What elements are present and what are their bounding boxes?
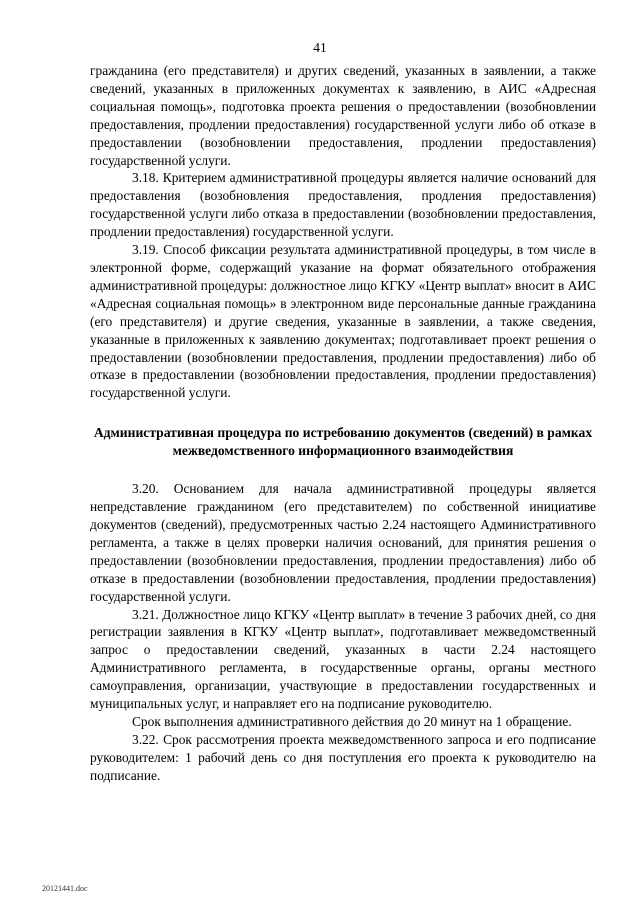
section-heading: Административная процедура по истребованию документов (сведений) в рамках межведомственного информационного взаимодействия bbox=[93, 425, 593, 459]
page-number: 41 bbox=[313, 40, 327, 55]
paragraph-deadline: Срок выполнения административного действия до 20 минут на 1 обращение. bbox=[132, 714, 572, 729]
paragraph-3-22: 3.22. Срок рассмотрения проекта межведомственного запроса и его подписание руководителем: 1 рабочий день со дня поступления его проекта к руководителю на подписание. bbox=[90, 731, 596, 783]
paragraph-3-19: 3.19. Способ фиксации результата административной процедуры, в том числе в электронной форме, содержащий указание на формат обязательного отображения административной процедуры: должностное лицо КГКУ «Центр выплат» вносит в АИС «Адресная социальная помощь» в электронном виде персональные данные гражданина (его представителя) и другие сведения, указанные в заявлении, а также сведения, указанные в приложенных к заявлению документах; подготавливает проект решения о предоставлении (возобновлении предоставления, продлении предоставления) либо об отказе в предоставлении (возобновлении предоставления, продлении предоставления) государственной услуги. bbox=[90, 242, 596, 401]
paragraph-3-18: 3.18. Критерием административной процедуры является наличие оснований для предоставления (возобновления предоставления, продления предоставления) государственной услуги либо отказа в предоставлении (возобновлении предоставления, продлении предоставления) государственной услуги. bbox=[90, 170, 596, 240]
paragraph-3-20: 3.20. Основанием для начала административной процедуры является непредставление гражданином (его представителем) по собственной инициативе документов (сведений), предусмотренных частью 2.24 настоящего Административного регламента, а также в целях проверки наличия оснований, для принятия решения о предоставлении (возобновлении предоставления, продлении предоставления) либо об отказе в предоставлении (возобновлении предоставления, продлении предоставления) государственной услуги. bbox=[90, 481, 596, 604]
paragraph-3-21: 3.21. Должностное лицо КГКУ «Центр выплат» в течение 3 рабочих дней, со дня регистрации заявления в КГКУ «Центр выплат», подготавливает межведомственный запрос о предоставлении сведений, указанных в части 2.24 настоящего Административного регламента, в государственные органы, органы местного самоуправления, организации, участвующие в предоставлении государственных и муниципальных услуг, и направляет его на подписание руководителю. bbox=[90, 606, 596, 712]
file-name-footer: 20121441.doc bbox=[42, 884, 88, 893]
paragraph-continuation: гражданина (его представителя) и других сведений, указанных в заявлении, а также сведений, указанных в приложенных документах к заявлению, в АИС «Адресная социальная помощь», подготовка проекта решения о предоставлении (возобновлении предоставления, продлении предоставления) государственной услуги либо об отказе в предоставлении (возобновлении предоставления, продлении предоставления) государственной услуги. bbox=[90, 63, 596, 168]
document-body bbox=[90, 62, 596, 785]
